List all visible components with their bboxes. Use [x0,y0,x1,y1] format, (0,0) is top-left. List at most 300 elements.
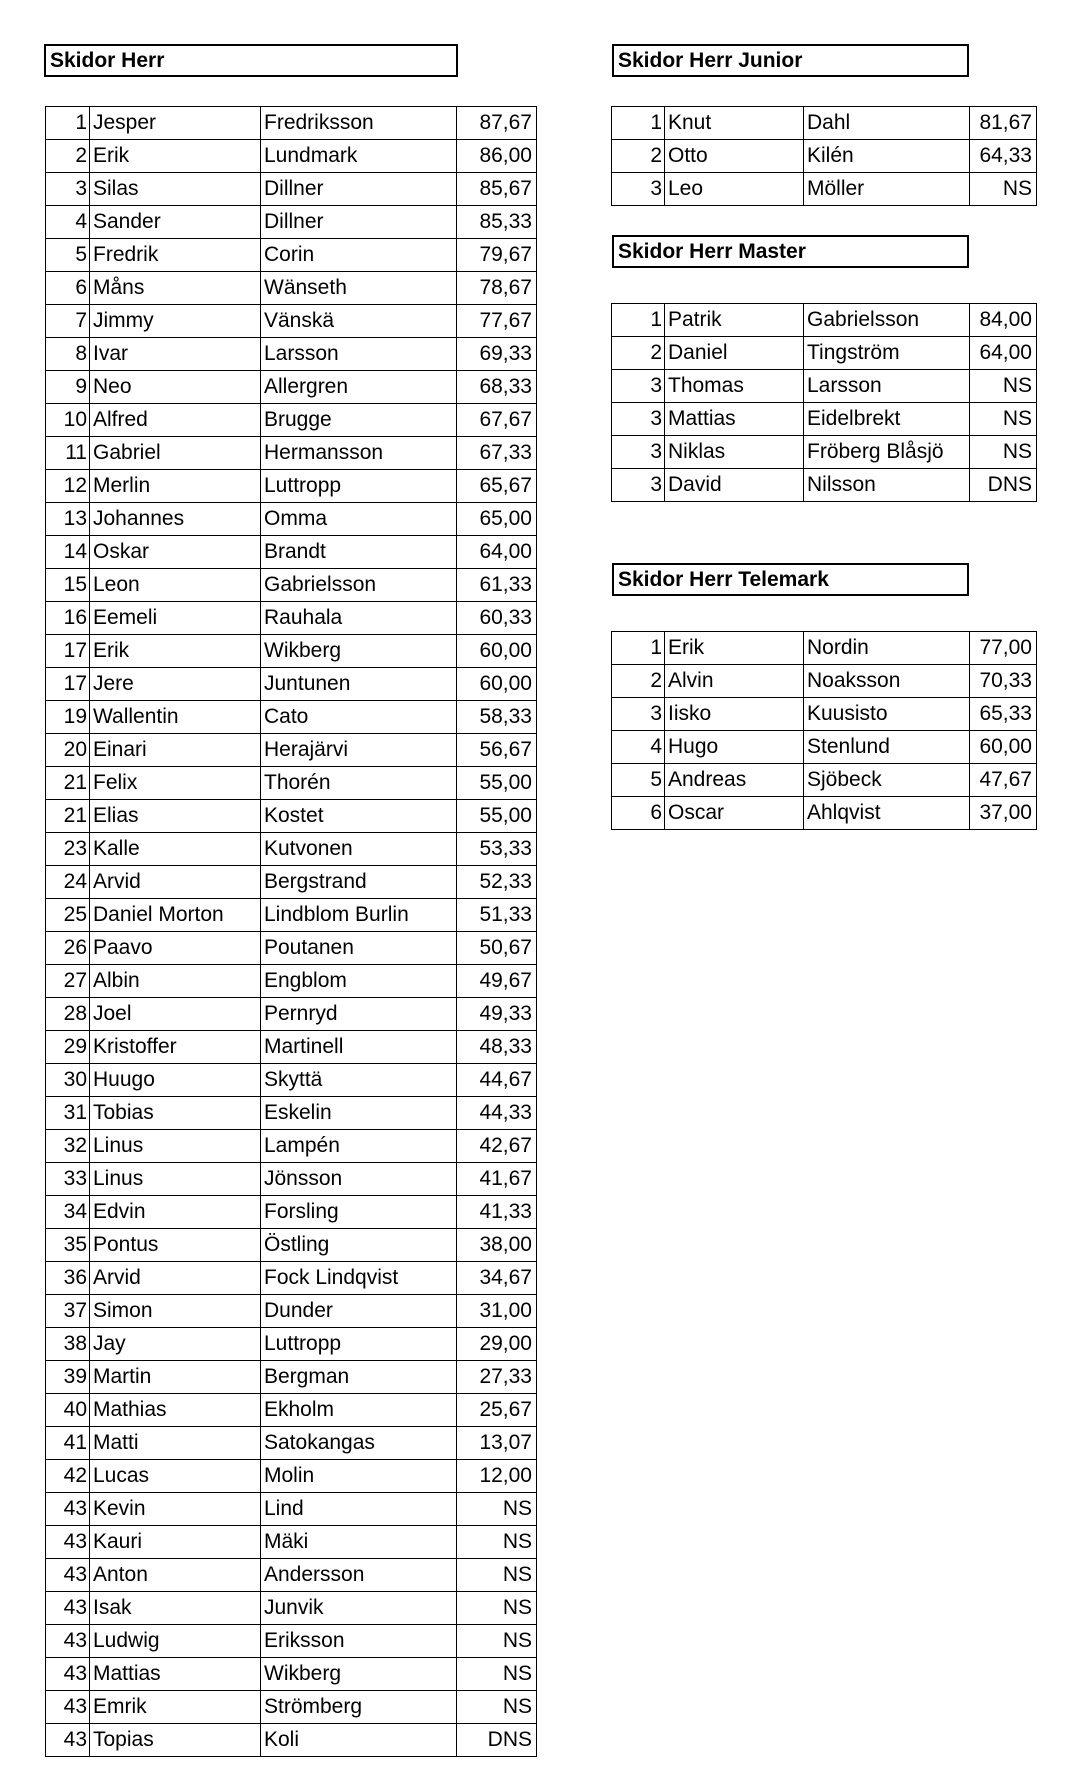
table-row [46,1328,537,1361]
first-name-cell: Ludwig [90,1625,261,1658]
last-name-cell: Kostet [261,800,457,833]
score-cell: 42,67 [457,1130,537,1163]
table-row [46,668,537,701]
table-row [46,1493,537,1526]
placement-cell: 1 [46,107,90,140]
first-name-cell: Erik [90,635,261,668]
last-name-cell: Jönsson [261,1163,457,1196]
last-name-cell: Brandt [261,536,457,569]
score-cell: 58,33 [457,701,537,734]
score-cell: 60,33 [457,602,537,635]
herr-title: Skidor Herr [44,44,458,77]
table-row [612,797,1037,830]
first-name-cell: Daniel [665,337,804,370]
score-cell: 61,33 [457,569,537,602]
placement-cell: 4 [612,731,665,764]
table-row [46,1724,537,1757]
first-name-cell: Alfred [90,404,261,437]
score-cell: 50,67 [457,932,537,965]
score-cell: NS [457,1592,537,1625]
score-cell: 49,67 [457,965,537,998]
score-cell: NS [457,1691,537,1724]
score-cell: 49,33 [457,998,537,1031]
last-name-cell: Wänseth [261,272,457,305]
placement-cell: 1 [612,304,665,337]
first-name-cell: Johannes [90,503,261,536]
placement-cell: 28 [46,998,90,1031]
table-row [612,107,1037,140]
last-name-cell: Dillner [261,206,457,239]
last-name-cell: Omma [261,503,457,536]
placement-cell: 21 [46,767,90,800]
first-name-cell: Jere [90,668,261,701]
first-name-cell: Joel [90,998,261,1031]
last-name-cell: Koli [261,1724,457,1757]
score-cell: 64,00 [970,337,1037,370]
score-cell: NS [457,1658,537,1691]
score-cell: 64,33 [970,140,1037,173]
first-name-cell: Ivar [90,338,261,371]
placement-cell: 23 [46,833,90,866]
score-cell: 44,33 [457,1097,537,1130]
last-name-cell: Lampén [261,1130,457,1163]
first-name-cell: David [665,469,804,502]
last-name-cell: Martinell [261,1031,457,1064]
last-name-cell: Pernryd [261,998,457,1031]
first-name-cell: Alvin [665,665,804,698]
score-cell: NS [970,370,1037,403]
last-name-cell: Larsson [804,370,970,403]
last-name-cell: Lindblom Burlin [261,899,457,932]
table-row [46,1097,537,1130]
last-name-cell: Mäki [261,1526,457,1559]
score-cell: 60,00 [457,635,537,668]
placement-cell: 3 [612,698,665,731]
score-cell: 55,00 [457,800,537,833]
placement-cell: 26 [46,932,90,965]
junior-table [611,106,1037,206]
first-name-cell: Knut [665,107,804,140]
first-name-cell: Kevin [90,1493,261,1526]
table-row [46,1064,537,1097]
last-name-cell: Ahlqvist [804,797,970,830]
score-cell: 77,67 [457,305,537,338]
placement-cell: 42 [46,1460,90,1493]
telemark-table [611,631,1037,830]
score-cell: 34,67 [457,1262,537,1295]
placement-cell: 6 [46,272,90,305]
placement-cell: 19 [46,701,90,734]
placement-cell: 41 [46,1427,90,1460]
table-row [46,965,537,998]
score-cell: 78,67 [457,272,537,305]
table-row [46,1691,537,1724]
last-name-cell: Eidelbrekt [804,403,970,436]
placement-cell: 6 [612,797,665,830]
master-table [611,303,1037,502]
placement-cell: 10 [46,404,90,437]
last-name-cell: Corin [261,239,457,272]
placement-cell: 15 [46,569,90,602]
last-name-cell: Lind [261,1493,457,1526]
table-row [46,1427,537,1460]
first-name-cell: Silas [90,173,261,206]
score-cell: 79,67 [457,239,537,272]
first-name-cell: Isak [90,1592,261,1625]
score-cell: 60,00 [457,668,537,701]
table-row [612,469,1037,502]
placement-cell: 35 [46,1229,90,1262]
table-row [612,764,1037,797]
placement-cell: 3 [612,469,665,502]
first-name-cell: Hugo [665,731,804,764]
table-row [612,632,1037,665]
placement-cell: 2 [612,140,665,173]
score-cell: 29,00 [457,1328,537,1361]
score-cell: 12,00 [457,1460,537,1493]
last-name-cell: Wikberg [261,635,457,668]
table-row [46,1625,537,1658]
score-cell: 84,00 [970,304,1037,337]
first-name-cell: Leon [90,569,261,602]
last-name-cell: Herajärvi [261,734,457,767]
table-row [46,833,537,866]
last-name-cell: Larsson [261,338,457,371]
score-cell: 27,33 [457,1361,537,1394]
last-name-cell: Forsling [261,1196,457,1229]
first-name-cell: Emrik [90,1691,261,1724]
first-name-cell: Oscar [665,797,804,830]
last-name-cell: Cato [261,701,457,734]
last-name-cell: Fröberg Blåsjö [804,436,970,469]
last-name-cell: Östling [261,1229,457,1262]
table-row [46,206,537,239]
last-name-cell: Dahl [804,107,970,140]
table-row [46,371,537,404]
table-row [46,305,537,338]
placement-cell: 20 [46,734,90,767]
placement-cell: 2 [612,665,665,698]
last-name-cell: Skyttä [261,1064,457,1097]
placement-cell: 43 [46,1526,90,1559]
score-cell: 52,33 [457,866,537,899]
placement-cell: 17 [46,668,90,701]
table-row [46,1460,537,1493]
last-name-cell: Nilsson [804,469,970,502]
first-name-cell: Pontus [90,1229,261,1262]
first-name-cell: Erik [665,632,804,665]
table-row [46,1163,537,1196]
placement-cell: 8 [46,338,90,371]
table-row [46,899,537,932]
first-name-cell: Sander [90,206,261,239]
last-name-cell: Andersson [261,1559,457,1592]
score-cell: NS [970,173,1037,206]
first-name-cell: Merlin [90,470,261,503]
first-name-cell: Kauri [90,1526,261,1559]
last-name-cell: Kuusisto [804,698,970,731]
first-name-cell: Edvin [90,1196,261,1229]
table-row [46,338,537,371]
score-cell: 67,33 [457,437,537,470]
table-row [612,698,1037,731]
placement-cell: 38 [46,1328,90,1361]
score-cell: NS [457,1625,537,1658]
score-cell: 38,00 [457,1229,537,1262]
first-name-cell: Patrik [665,304,804,337]
first-name-cell: Wallentin [90,701,261,734]
table-row [46,107,537,140]
score-cell: 86,00 [457,140,537,173]
first-name-cell: Linus [90,1163,261,1196]
table-row [46,602,537,635]
last-name-cell: Fredriksson [261,107,457,140]
first-name-cell: Leo [665,173,804,206]
score-cell: NS [970,436,1037,469]
telemark-title: Skidor Herr Telemark [612,563,969,596]
placement-cell: 37 [46,1295,90,1328]
placement-cell: 25 [46,899,90,932]
table-row [46,1295,537,1328]
last-name-cell: Gabrielsson [804,304,970,337]
table-row [46,404,537,437]
first-name-cell: Huugo [90,1064,261,1097]
first-name-cell: Mathias [90,1394,261,1427]
score-cell: 13,07 [457,1427,537,1460]
table-row [46,1559,537,1592]
first-name-cell: Lucas [90,1460,261,1493]
first-name-cell: Fredrik [90,239,261,272]
table-row [46,437,537,470]
placement-cell: 2 [612,337,665,370]
placement-cell: 3 [612,370,665,403]
score-cell: 37,00 [970,797,1037,830]
table-row [612,665,1037,698]
last-name-cell: Molin [261,1460,457,1493]
placement-cell: 11 [46,437,90,470]
first-name-cell: Albin [90,965,261,998]
table-row [46,866,537,899]
placement-cell: 1 [612,632,665,665]
table-row [612,140,1037,173]
last-name-cell: Bergstrand [261,866,457,899]
last-name-cell: Möller [804,173,970,206]
table-row [46,1361,537,1394]
placement-cell: 3 [612,173,665,206]
table-row [612,304,1037,337]
last-name-cell: Luttropp [261,1328,457,1361]
placement-cell: 43 [46,1592,90,1625]
table-row [46,503,537,536]
table-row [46,536,537,569]
placement-cell: 43 [46,1625,90,1658]
placement-cell: 34 [46,1196,90,1229]
placement-cell: 5 [46,239,90,272]
table-row [612,403,1037,436]
first-name-cell: Felix [90,767,261,800]
score-cell: NS [457,1559,537,1592]
placement-cell: 33 [46,1163,90,1196]
placement-cell: 16 [46,602,90,635]
placement-cell: 36 [46,1262,90,1295]
last-name-cell: Sjöbeck [804,764,970,797]
score-cell: 44,67 [457,1064,537,1097]
first-name-cell: Andreas [665,764,804,797]
last-name-cell: Eriksson [261,1625,457,1658]
first-name-cell: Simon [90,1295,261,1328]
first-name-cell: Tobias [90,1097,261,1130]
table-row [46,932,537,965]
last-name-cell: Bergman [261,1361,457,1394]
score-cell: 70,33 [970,665,1037,698]
placement-cell: 4 [46,206,90,239]
first-name-cell: Eemeli [90,602,261,635]
score-cell: 65,67 [457,470,537,503]
table-row [46,140,537,173]
score-cell: 65,00 [457,503,537,536]
first-name-cell: Arvid [90,866,261,899]
placement-cell: 9 [46,371,90,404]
score-cell: 85,67 [457,173,537,206]
table-row [612,436,1037,469]
last-name-cell: Juntunen [261,668,457,701]
last-name-cell: Dunder [261,1295,457,1328]
score-cell: 67,67 [457,404,537,437]
placement-cell: 3 [46,173,90,206]
last-name-cell: Luttropp [261,470,457,503]
placement-cell: 30 [46,1064,90,1097]
last-name-cell: Engblom [261,965,457,998]
first-name-cell: Mattias [90,1658,261,1691]
first-name-cell: Thomas [665,370,804,403]
placement-cell: 1 [612,107,665,140]
score-cell: NS [457,1493,537,1526]
last-name-cell: Nordin [804,632,970,665]
score-cell: 81,67 [970,107,1037,140]
placement-cell: 43 [46,1493,90,1526]
last-name-cell: Allergren [261,371,457,404]
first-name-cell: Kalle [90,833,261,866]
first-name-cell: Oskar [90,536,261,569]
table-row [46,1526,537,1559]
last-name-cell: Kutvonen [261,833,457,866]
placement-cell: 40 [46,1394,90,1427]
placement-cell: 43 [46,1559,90,1592]
table-row [46,1394,537,1427]
last-name-cell: Brugge [261,404,457,437]
master-title: Skidor Herr Master [612,235,969,268]
table-row [46,800,537,833]
last-name-cell: Ekholm [261,1394,457,1427]
score-cell: 85,33 [457,206,537,239]
table-row [46,173,537,206]
placement-cell: 29 [46,1031,90,1064]
last-name-cell: Hermansson [261,437,457,470]
last-name-cell: Kilén [804,140,970,173]
score-cell: 77,00 [970,632,1037,665]
last-name-cell: Satokangas [261,1427,457,1460]
placement-cell: 24 [46,866,90,899]
score-cell: NS [457,1526,537,1559]
placement-cell: 5 [612,764,665,797]
score-cell: DNS [970,469,1037,502]
score-cell: 25,67 [457,1394,537,1427]
placement-cell: 43 [46,1724,90,1757]
placement-cell: 27 [46,965,90,998]
first-name-cell: Kristoffer [90,1031,261,1064]
score-cell: DNS [457,1724,537,1757]
first-name-cell: Daniel Morton [90,899,261,932]
table-row [46,272,537,305]
table-row [46,239,537,272]
table-row [46,1130,537,1163]
table-row [46,1262,537,1295]
table-row [612,731,1037,764]
last-name-cell: Noaksson [804,665,970,698]
junior-title: Skidor Herr Junior [612,44,969,77]
table-row [612,173,1037,206]
first-name-cell: Otto [665,140,804,173]
last-name-cell: Wikberg [261,1658,457,1691]
table-row [46,1658,537,1691]
table-row [46,767,537,800]
placement-cell: 17 [46,635,90,668]
table-row [46,635,537,668]
table-row [612,370,1037,403]
score-cell: 48,33 [457,1031,537,1064]
last-name-cell: Lundmark [261,140,457,173]
first-name-cell: Topias [90,1724,261,1757]
score-cell: NS [970,403,1037,436]
last-name-cell: Stenlund [804,731,970,764]
score-cell: 64,00 [457,536,537,569]
score-cell: 53,33 [457,833,537,866]
score-cell: 55,00 [457,767,537,800]
table-row [46,569,537,602]
first-name-cell: Iisko [665,698,804,731]
score-cell: 47,67 [970,764,1037,797]
placement-cell: 21 [46,800,90,833]
first-name-cell: Paavo [90,932,261,965]
last-name-cell: Gabrielsson [261,569,457,602]
herr-table [45,106,537,1757]
last-name-cell: Dillner [261,173,457,206]
table-row [46,734,537,767]
first-name-cell: Neo [90,371,261,404]
score-cell: 60,00 [970,731,1037,764]
table-row [46,470,537,503]
first-name-cell: Arvid [90,1262,261,1295]
last-name-cell: Rauhala [261,602,457,635]
placement-cell: 13 [46,503,90,536]
first-name-cell: Jimmy [90,305,261,338]
first-name-cell: Erik [90,140,261,173]
last-name-cell: Poutanen [261,932,457,965]
placement-cell: 14 [46,536,90,569]
placement-cell: 43 [46,1658,90,1691]
first-name-cell: Jay [90,1328,261,1361]
first-name-cell: Jesper [90,107,261,140]
score-cell: 56,67 [457,734,537,767]
table-row [46,701,537,734]
last-name-cell: Tingström [804,337,970,370]
last-name-cell: Fock Lindqvist [261,1262,457,1295]
table-row [46,1592,537,1625]
score-cell: 41,67 [457,1163,537,1196]
first-name-cell: Elias [90,800,261,833]
placement-cell: 32 [46,1130,90,1163]
first-name-cell: Måns [90,272,261,305]
